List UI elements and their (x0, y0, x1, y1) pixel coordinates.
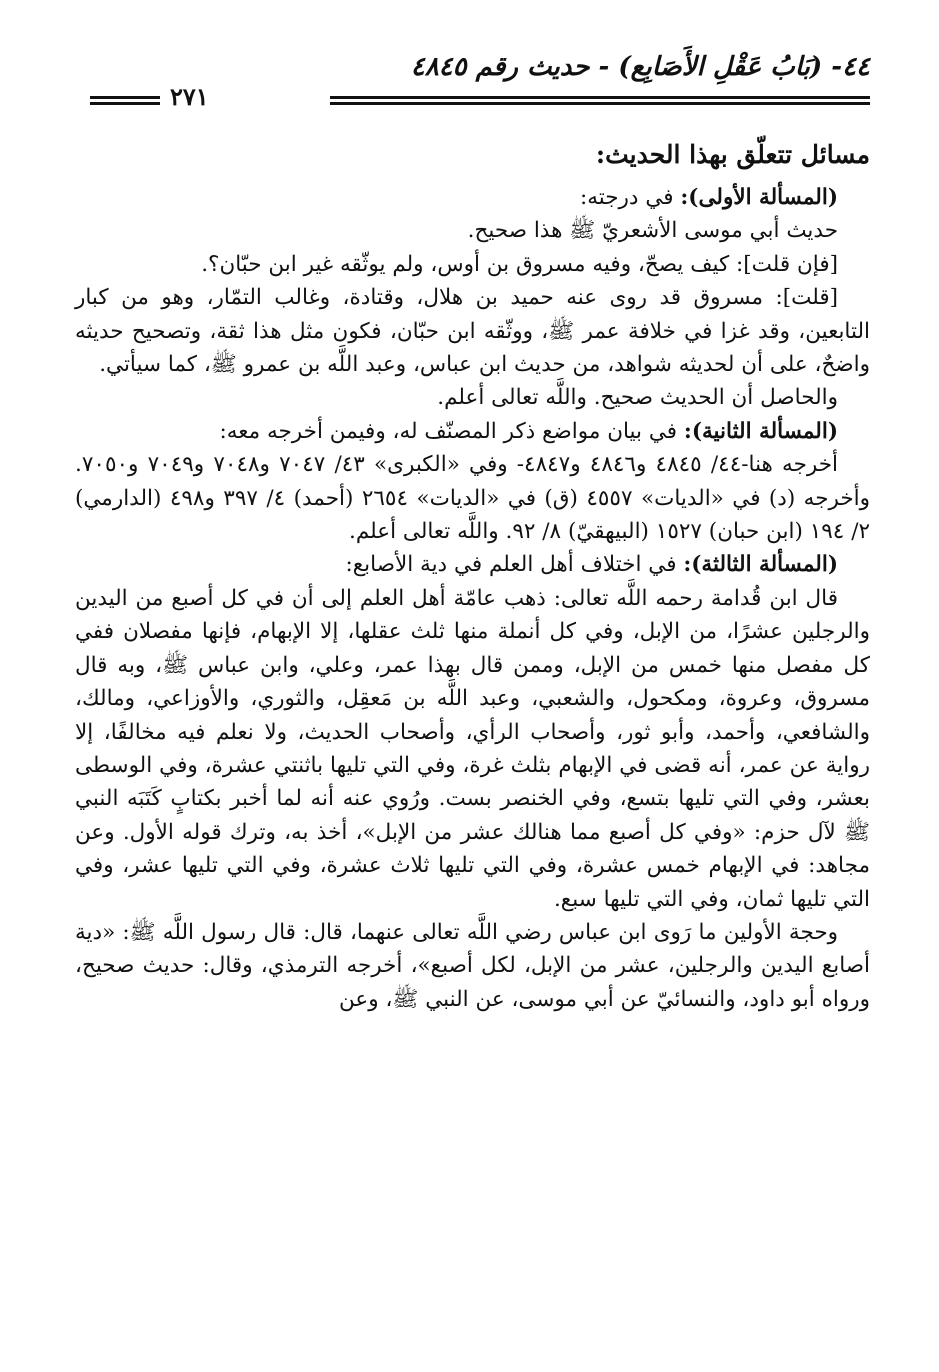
issue-1-label: (المسألة الأولى): (680, 185, 838, 210)
issue-2-text: في بيان مواضع ذكر المصنّف له، وفيمن أخرجه معه: (219, 418, 684, 444)
paragraph-reply: [قلت]: مسروق قد روى عنه حميد بن هلال، وقتادة، وغالب التمّار، وهو من كبار التابعين، وقد غزا في خلافة عمر ﷺ، ووثّقه ابن حبّان، فكون مثل هذا ثقة، وتصحيح حديثه واضحٌ، على أن لحديثه شواهد، من حديث ابن عباس، وعبد اللَّه بن عمرو ﷺ، كما سيأتي. (75, 285, 870, 378)
main-text (75, 135, 870, 1016)
issue-3-label: (المسألة الثالثة): (683, 552, 838, 578)
page-header (90, 52, 870, 111)
page-number: ٢٧١ (170, 82, 209, 111)
header-rule-long (330, 96, 870, 105)
paragraph-issue-2 (75, 415, 870, 448)
paragraph-ibn-qudama: قال ابن قُدامة رحمه اللَّه تعالى: ذهب عامّة أهل العلم إلى أن في كل أصبع من اليدين والرجلين عشرًا، من الإبل، وفي كل أنملة منها ثلث عقلها، إلا الإبهام، فإنها مفصلان ففي كل مفصل منها خمس من الإبل، وممن قال بهذا عمر، وعلي، وابن عباس ﷺ، وبه قال مسروق، وعروة، ومكحول، والشعبي، وعبد اللَّه بن مَعقِل، والثوري، والأوزاعي، ومالك، والشافعي، وأحمد، وأبو ثور، وأصحاب الرأي، وأصحاب الحديث، ولا نعلم فيه مخالفًا، إلا رواية عن عمر، أنه قضى في الإبهام بثلث غرة، وفي التي تليها باثنتي عشرة، وفي الوسطى بعشر، وفي التي تليها بتسع، وفي الخنصر بست. ورُوي عنه أنه لما أخبر بكتابٍ كَتَبَه النبي ﷺ لآل حزم: «وفي كل أصبع مما هنالك عشر من الإبل»، أخذ به، وترك قوله الأول. وعن مجاهد: في الإبهام خمس عشرة، وفي التي تليها ثلاث عشرة، وفي التي تليها عشر، وفي التي تليها ثمان، وفي التي تليها سبع. (75, 585, 870, 912)
paragraph-conclusion: والحاصل أن الحديث صحيح. واللَّه تعالى أعلم. (437, 385, 838, 411)
issue-2-label: (المسألة الثانية): (683, 418, 838, 444)
paragraph-objection: [فإن قلت]: كيف يصحّ، وفيه مسروق بن أوس، ولم يوثّقه غير ابن حبّان؟. (201, 251, 838, 277)
paragraph-hadith-grade: حديث أبي موسى الأشعريّ ﷺ هذا صحيح. (467, 218, 838, 244)
running-title: ٤٤- (بَابُ عَقْلِ الأَصَابِع) - حديث رقم ٤٨٤٥ (410, 52, 870, 82)
header-rule-short (90, 96, 160, 105)
issue-3-text: في اختلاف أهل العلم في دية الأصابع: (345, 552, 684, 578)
paragraph-evidence: وحجة الأولين ما رَوى ابن عباس رضي اللَّه تعالى عنهما، قال: قال رسول اللَّه ﷺ: «دية أصابع اليدين والرجلين، عشر من الإبل، لكل أصبع»، أخرجه الترمذي، وقال: حديث صحيح، ورواه أبو داود، والنسائيّ عن أبي موسى، عن النبي ﷺ، وعن (75, 919, 870, 1012)
paragraph-takhrij: أخرجه هنا-٤٤/ ٤٨٤٥ و٤٨٤٦ و٤٨٤٧- وفي «الكبرى» ٤٣/ ٧٠٤٧ و٧٠٤٨ و٧٠٤٩ و٧٠٥٠. وأخرجه (د) في «الديات» ٤٥٥٧ (ق) في «الديات» ٢٦٥٤ (أحمد) ٤/ ٣٩٧ و٤٩٨ (الدارمي) ٢/ ١٩٤ (ابن حبان) ١٥٢٧ (البيهقيّ) ٨/ ٩٢. واللَّه تعالى أعلم. (75, 452, 871, 545)
section-heading: مسائل تتعلّق بهذا الحديث: (595, 140, 870, 169)
paragraph-issue-3 (75, 548, 870, 581)
issue-1-text: في درجته: (580, 185, 681, 210)
paragraph-issue-1 (75, 181, 870, 214)
